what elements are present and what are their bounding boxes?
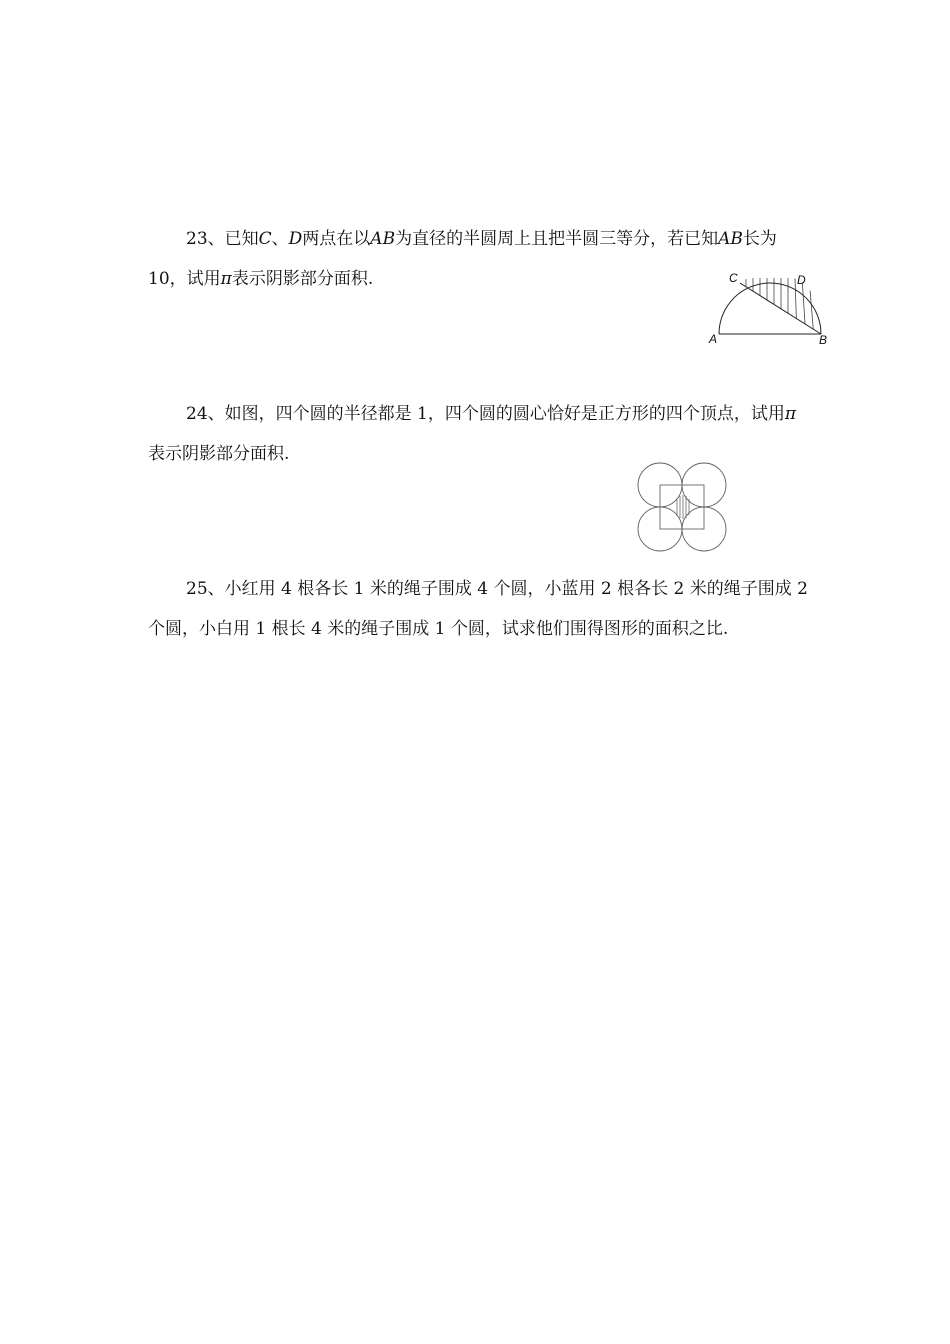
- label-b: B: [819, 333, 828, 347]
- semicircle-arc: [719, 283, 821, 334]
- point-c: C: [258, 229, 272, 249]
- segment-ab: AB: [370, 229, 396, 249]
- problem-24-line-2: 表示阴影部分面积.: [148, 444, 290, 464]
- point-d: D: [288, 229, 303, 249]
- problem-25-line-1: 25、小红用 4 根各长 1 米的绳子围成 4 个圆，小蓝用 2 根各长 2 米的绳子围成 2: [186, 579, 808, 599]
- problem-number: 23: [186, 229, 208, 249]
- label-a: A: [709, 332, 718, 346]
- problem-number: 25: [186, 579, 208, 599]
- figure-four-circles: [634, 459, 730, 559]
- chord-cb: [740, 283, 821, 334]
- problem-number: 24: [186, 404, 208, 424]
- label-d: D: [797, 273, 806, 287]
- figure-semicircle: [700, 268, 840, 354]
- square: [660, 485, 704, 529]
- pi-symbol: π: [784, 404, 797, 424]
- pi-symbol: π: [220, 269, 232, 289]
- problem-23-line-1: 23、已知C、D两点在以AB为直径的半圆周上且把半圆三等分，若已知AB长为: [186, 229, 777, 249]
- problem-25-line-2: 个圆，小白用 1 根长 4 米的绳子围成 1 个圆，试求他们围得图形的面积之比.: [148, 619, 729, 639]
- problem-23-line-2: 10，试用π表示阴影部分面积.: [148, 269, 374, 289]
- label-c: C: [729, 271, 738, 285]
- problem-25: [148, 569, 838, 649]
- problem-24-line-1: 24、如图，四个圆的半径都是 1，四个圆的圆心恰好是正方形的四个顶点，试用π: [186, 404, 797, 424]
- problem-24: [148, 394, 838, 474]
- segment-ab: AB: [718, 229, 743, 249]
